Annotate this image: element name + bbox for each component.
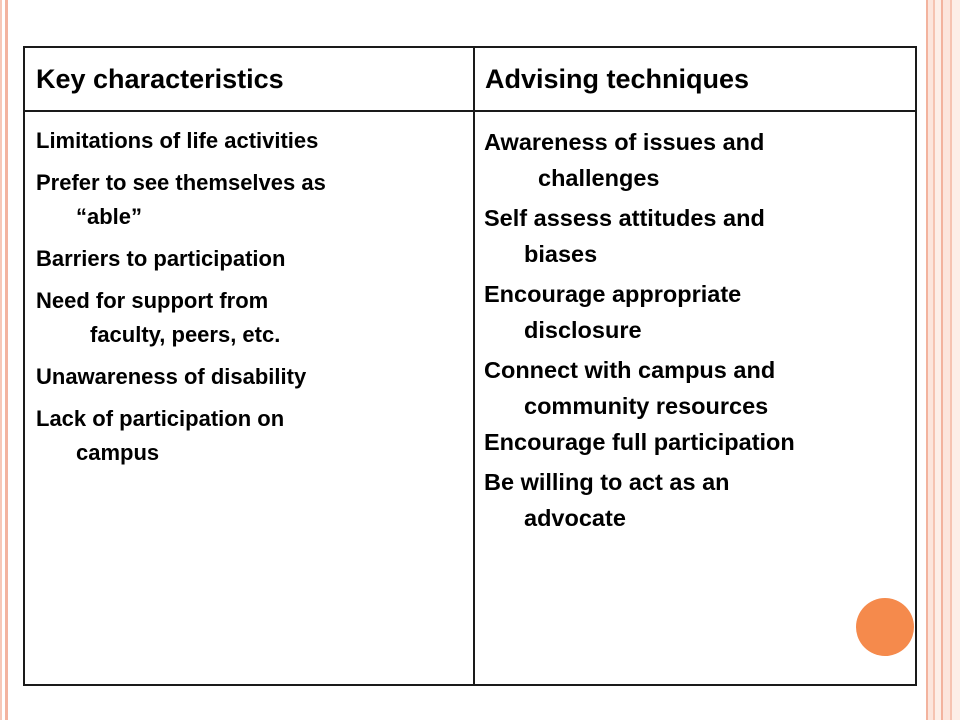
list-item <box>36 242 466 276</box>
list-item <box>484 464 914 536</box>
list-item <box>484 276 914 348</box>
item-line: Self assess attitudes and <box>484 205 765 231</box>
table-header-row <box>25 48 915 112</box>
item-continuation: faculty, peers, etc. <box>90 322 281 347</box>
right-decorative-frame <box>926 0 960 720</box>
column-divider <box>473 48 475 684</box>
list-item <box>484 124 914 196</box>
advising-techniques-list <box>484 124 914 540</box>
list-item <box>484 424 914 460</box>
item-line: Lack of participation on <box>36 406 285 431</box>
item-line: Barriers to participation <box>36 246 286 271</box>
item-line: Prefer to see themselves as <box>36 170 326 195</box>
item-continuation: advocate <box>524 505 626 531</box>
item-continuation: community resources <box>524 393 769 419</box>
left-decorative-stripe <box>0 0 12 720</box>
item-line: Unawareness of disability <box>36 364 307 389</box>
item-line: Be willing to act as an <box>484 469 730 495</box>
list-item <box>36 360 466 394</box>
list-item <box>484 352 914 424</box>
key-characteristics-list <box>36 124 466 478</box>
item-continuation: “able” <box>76 204 143 229</box>
item-line: Need for support from <box>36 288 269 313</box>
list-item <box>484 200 914 272</box>
list-item <box>36 166 466 234</box>
list-item <box>36 284 466 352</box>
list-item <box>36 124 466 158</box>
item-line: Connect with campus and <box>484 357 776 383</box>
item-line: Awareness of issues and <box>484 129 765 155</box>
header-advising-techniques: Advising techniques <box>485 64 750 94</box>
comparison-table <box>23 46 917 686</box>
item-line: Encourage appropriate <box>484 281 742 307</box>
item-continuation: disclosure <box>524 317 642 343</box>
item-continuation: campus <box>76 440 160 465</box>
item-continuation: biases <box>524 241 598 267</box>
item-line: Encourage full participation <box>484 429 795 455</box>
item-continuation: challenges <box>538 165 660 191</box>
list-item <box>36 402 466 470</box>
item-line: Limitations of life activities <box>36 128 319 153</box>
header-key-characteristics: Key characteristics <box>36 64 284 94</box>
